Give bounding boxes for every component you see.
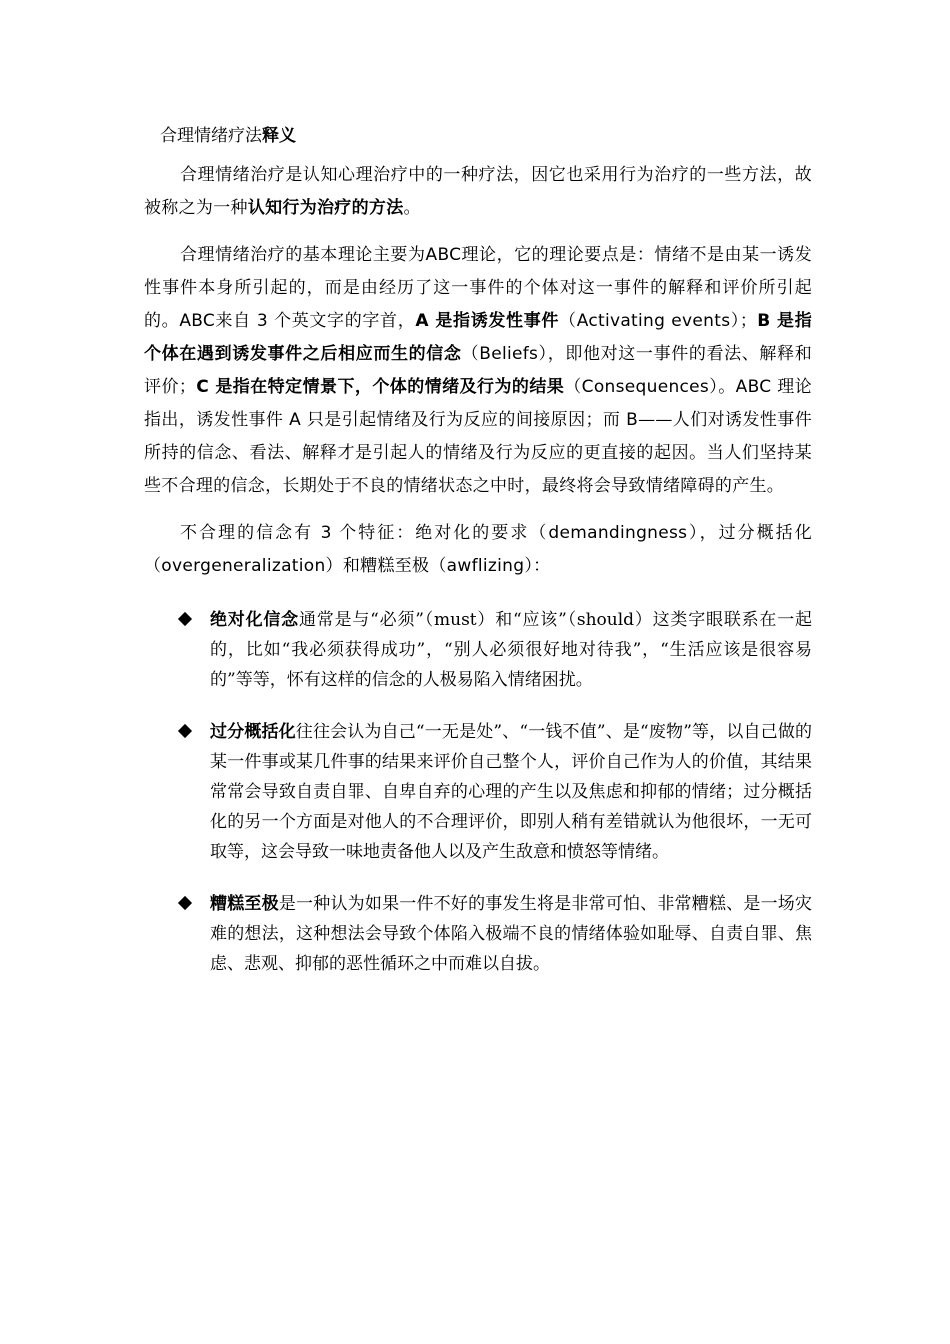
p1-bold: 认知行为治疗的方法 [247, 198, 404, 218]
bullet-2-text: 往往会认为自己“一无是处”、“一钱不值”、是“废物”等，以自己做的某一件事或某几件事的结果来评价自己整个人，评价自己作为人的价值，其结果常常会导致自责自罪、自卑自弃的心理的产生以及焦虑和抑郁的情绪；过分概括化的另一个方面是对他人的不合理评价，即别人稍有差错就认为他很坏，一无可取等，这会导致一味地责备他人以及产生敌意和愤怒等情绪。 [210, 722, 812, 862]
p2-s6: 。 [718, 377, 736, 397]
p2-a-bold: A 是指诱发性事件 [415, 311, 560, 331]
p2-beliefs: （Beliefs） [461, 344, 548, 364]
p3-demand: （demandingness） [529, 523, 700, 543]
p3-s4: 和糟糕至极 [342, 556, 430, 576]
bullet-2-bold: 过分概括化 [210, 722, 296, 742]
p2-s7: 理论指出，诱发性事件 [144, 377, 812, 430]
p2-s9: ——人们对诱发性事件所持的信念、看法、解释才是引起人的情绪及行为反应的更直接的起因。当人们坚持某些不合理的信念，长期处于不良的情绪状态之中时，最终将会导致情绪障碍的产生。 [144, 410, 812, 496]
bullet-3-bold: 糟糕至极 [210, 894, 279, 914]
p2-a-letter: A [289, 410, 302, 430]
p1-text-b: 。 [403, 198, 421, 218]
diamond-bullet-icon [178, 612, 192, 626]
p2-c-bold: C 是指在特定情景下，个体的情绪及行为的结果 [196, 377, 565, 397]
p2-three: 3 [256, 311, 268, 331]
paragraph-intro [144, 159, 812, 225]
bullet-3-text: 是一种认为如果一件不好的事发生将是非常可怕、非常糟糕、是一场灾难的想法，这种想法会导致个体陷入极端不良的情绪体验如耻辱、自责自罪、焦虑、悲观、抑郁的恶性循环之中而难以自拔。 [210, 894, 813, 974]
p2-s4: 个英文字的字首， [267, 311, 416, 331]
p2-consequences: （Consequences） [564, 377, 719, 397]
title-plain: 合理情绪疗法 [160, 126, 262, 146]
p3-three: 3 [320, 523, 332, 543]
document-title [160, 120, 812, 153]
p2-s3: 来自 [215, 311, 257, 331]
p3-s3: ，过分概括化 [699, 523, 812, 543]
p2-abc: ABC [425, 245, 462, 265]
title-bold: 释义 [262, 126, 296, 146]
list-item [144, 717, 812, 867]
p2-abc3: ABC [735, 377, 772, 397]
paragraph-abc-theory [144, 239, 812, 503]
p3-s2: 个特征：绝对化的要求 [331, 523, 530, 543]
p1-text-a: 合理情绪治疗是认知心理治疗中的一种疗法，因它也采用行为治疗的一些方法，故被称之为一种 [144, 165, 812, 218]
diamond-bullet-icon [178, 724, 192, 738]
bullet-1-text: 通常是与“必须”（must）和“应该”（should）这类字眼联系在一起的，比如“我必须获得成功”，“别人必须很好地对待我”，“生活应该是很容易的”等等，怀有这样的信念的人极易陷入情绪困扰。 [210, 610, 812, 690]
list-item [144, 889, 812, 979]
p3-overgen: （overgeneralization） [144, 556, 343, 576]
p3-s1: 不合理的信念有 [180, 523, 321, 543]
p2-s8: 只是引起情绪及行为反应的间接原因；而 [301, 410, 627, 430]
belief-list [144, 605, 812, 979]
p2-s5: ，即他对这一事件的看法、解释和评价； [144, 344, 813, 397]
bullet-1-bold: 绝对化信念 [210, 610, 299, 630]
p2-abc2: ABC [179, 311, 216, 331]
document-body [144, 120, 812, 1001]
p2-b-letter: B [626, 410, 639, 430]
diamond-bullet-icon [178, 896, 192, 910]
p2-activating: （Activating events）； [559, 311, 758, 331]
paragraph-irrational-beliefs [144, 517, 812, 583]
p2-s1: 合理情绪治疗的基本理论主要为 [180, 245, 426, 265]
p2-b-bold: B 是指个体在遇到诱发事件之后相应而生的信念 [144, 311, 812, 364]
p2-s2: 理论，它的理论要点是：情绪不是由某一诱发性事件本身所引起的，而是由经历了这一事件的个体对这一事件的解释和评价所引起的。 [144, 245, 813, 331]
p3-awful: （awflizing）： [429, 556, 551, 576]
list-item [144, 605, 812, 695]
